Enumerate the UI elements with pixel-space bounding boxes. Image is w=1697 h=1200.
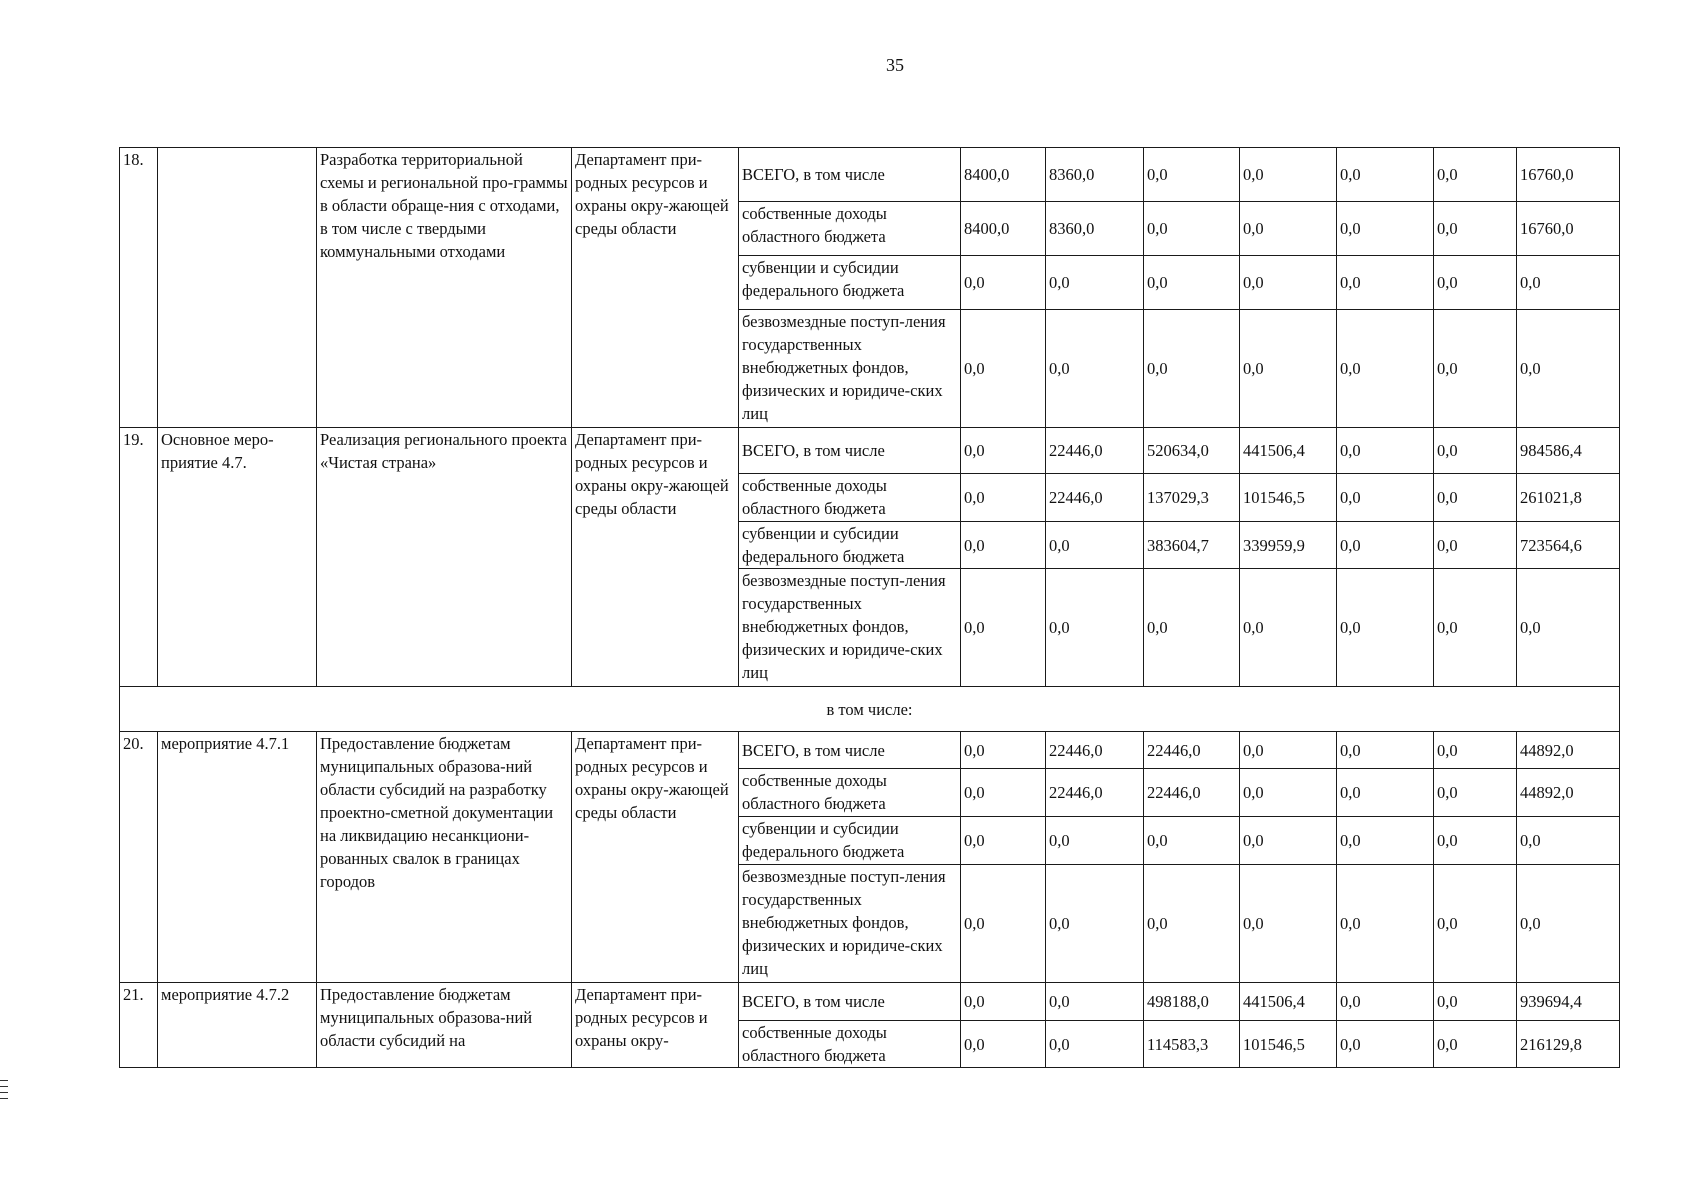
amount-cell: 0,0 — [961, 732, 1046, 769]
amount-cell: 0,0 — [1434, 769, 1517, 817]
funding-source: безвозмездные поступ-ления государственных внебюджетных фондов, физических и юридиче-ских лиц — [739, 865, 961, 983]
amount-cell: 0,0 — [1046, 569, 1144, 687]
row-status: Основное меро-приятие 4.7. — [158, 428, 317, 687]
amount-cell: 0,0 — [1337, 148, 1434, 202]
margin-mark — [0, 1098, 8, 1099]
amount-cell: 0,0 — [1337, 983, 1434, 1021]
amount-cell: 22446,0 — [1144, 769, 1240, 817]
row-name: Предоставление бюджетам муниципальных образова-ний области субсидий на — [317, 983, 572, 1068]
amount-cell: 0,0 — [1434, 474, 1517, 522]
amount-cell: 0,0 — [961, 310, 1046, 428]
amount-cell: 339959,9 — [1240, 522, 1337, 569]
amount-cell: 0,0 — [1240, 256, 1337, 310]
funding-source: ВСЕГО, в том числе — [739, 428, 961, 474]
amount-cell: 0,0 — [1434, 428, 1517, 474]
amount-cell: 723564,6 — [1517, 522, 1620, 569]
amount-cell: 0,0 — [961, 522, 1046, 569]
amount-cell: 0,0 — [961, 983, 1046, 1021]
table-body — [120, 148, 1620, 1068]
amount-cell: 22446,0 — [1144, 732, 1240, 769]
divider-label: в том числе: — [120, 687, 1620, 732]
amount-cell: 0,0 — [1337, 1021, 1434, 1068]
amount-cell: 0,0 — [1240, 569, 1337, 687]
amount-cell: 8400,0 — [961, 202, 1046, 256]
amount-cell: 0,0 — [1240, 148, 1337, 202]
amount-cell: 8360,0 — [1046, 148, 1144, 202]
amount-cell: 216129,8 — [1517, 1021, 1620, 1068]
amount-cell: 0,0 — [961, 769, 1046, 817]
funding-source: субвенции и субсидии федерального бюджета — [739, 817, 961, 865]
amount-cell: 0,0 — [961, 817, 1046, 865]
amount-cell: 0,0 — [961, 1021, 1046, 1068]
amount-cell: 0,0 — [1434, 310, 1517, 428]
funding-source: ВСЕГО, в том числе — [739, 148, 961, 202]
amount-cell: 0,0 — [1046, 983, 1144, 1021]
amount-cell: 0,0 — [1517, 817, 1620, 865]
amount-cell: 0,0 — [1434, 983, 1517, 1021]
amount-cell: 0,0 — [1337, 732, 1434, 769]
amount-cell: 0,0 — [1240, 732, 1337, 769]
margin-mark — [0, 1092, 8, 1093]
row-executor: Департамент при-родных ресурсов и охраны окру- — [572, 983, 739, 1068]
amount-cell: 0,0 — [1240, 310, 1337, 428]
row-status: мероприятие 4.7.2 — [158, 983, 317, 1068]
amount-cell: 0,0 — [1144, 310, 1240, 428]
amount-cell: 0,0 — [1240, 202, 1337, 256]
amount-cell: 0,0 — [1434, 1021, 1517, 1068]
amount-cell: 0,0 — [1434, 256, 1517, 310]
amount-cell: 520634,0 — [1144, 428, 1240, 474]
row-executor: Департамент при-родных ресурсов и охраны окру-жающей среды области — [572, 732, 739, 983]
amount-cell: 0,0 — [1434, 817, 1517, 865]
funding-source: собственные доходы областного бюджета — [739, 202, 961, 256]
row-status — [158, 148, 317, 428]
amount-cell: 44892,0 — [1517, 769, 1620, 817]
funding-source: собственные доходы областного бюджета — [739, 1021, 961, 1068]
table-row — [120, 732, 1620, 769]
amount-cell: 0,0 — [1144, 865, 1240, 983]
amount-cell: 0,0 — [1517, 569, 1620, 687]
amount-cell: 0,0 — [1046, 1021, 1144, 1068]
amount-cell: 16760,0 — [1517, 148, 1620, 202]
amount-cell: 0,0 — [1046, 256, 1144, 310]
amount-cell: 22446,0 — [1046, 769, 1144, 817]
amount-cell: 984586,4 — [1517, 428, 1620, 474]
amount-cell: 0,0 — [1517, 310, 1620, 428]
amount-cell: 441506,4 — [1240, 983, 1337, 1021]
amount-cell: 0,0 — [1434, 202, 1517, 256]
amount-cell: 0,0 — [1144, 256, 1240, 310]
amount-cell: 0,0 — [1240, 865, 1337, 983]
amount-cell: 0,0 — [1046, 817, 1144, 865]
row-status: мероприятие 4.7.1 — [158, 732, 317, 983]
amount-cell: 0,0 — [1337, 569, 1434, 687]
amount-cell: 0,0 — [1434, 522, 1517, 569]
row-name: Реализация регионального проекта «Чистая страна» — [317, 428, 572, 687]
amount-cell: 0,0 — [1144, 202, 1240, 256]
funding-source: ВСЕГО, в том числе — [739, 983, 961, 1021]
amount-cell: 498188,0 — [1144, 983, 1240, 1021]
margin-mark — [0, 1086, 8, 1087]
funding-source: субвенции и субсидии федерального бюджета — [739, 256, 961, 310]
amount-cell: 22446,0 — [1046, 474, 1144, 522]
amount-cell: 0,0 — [1144, 817, 1240, 865]
amount-cell: 137029,3 — [1144, 474, 1240, 522]
margin-mark — [0, 1080, 8, 1081]
funding-source: собственные доходы областного бюджета — [739, 474, 961, 522]
amount-cell: 0,0 — [1434, 148, 1517, 202]
amount-cell: 44892,0 — [1517, 732, 1620, 769]
row-number: 21. — [120, 983, 158, 1068]
funding-source: собственные доходы областного бюджета — [739, 769, 961, 817]
row-name: Разработка территориальной схемы и региональной про-граммы в области обраще-ния с отходами, в том числе с твердыми коммунальными отходами — [317, 148, 572, 428]
amount-cell: 0,0 — [1046, 522, 1144, 569]
row-name: Предоставление бюджетам муниципальных образова-ний области субсидий на разработку проектно-сметной документации на ликвидацию несанкциони-рованных свалок в границах городов — [317, 732, 572, 983]
amount-cell: 0,0 — [1337, 202, 1434, 256]
amount-cell: 101546,5 — [1240, 1021, 1337, 1068]
amount-cell: 441506,4 — [1240, 428, 1337, 474]
amount-cell: 114583,3 — [1144, 1021, 1240, 1068]
amount-cell: 0,0 — [961, 569, 1046, 687]
amount-cell: 0,0 — [1337, 310, 1434, 428]
row-number: 18. — [120, 148, 158, 428]
amount-cell: 0,0 — [1337, 817, 1434, 865]
amount-cell: 0,0 — [1144, 148, 1240, 202]
amount-cell: 0,0 — [1240, 817, 1337, 865]
amount-cell: 0,0 — [1337, 256, 1434, 310]
divider-row — [120, 687, 1620, 732]
financing-table — [119, 147, 1620, 1068]
amount-cell: 383604,7 — [1144, 522, 1240, 569]
amount-cell: 0,0 — [1337, 522, 1434, 569]
row-executor: Департамент при-родных ресурсов и охраны окру-жающей среды области — [572, 148, 739, 428]
amount-cell: 0,0 — [1434, 865, 1517, 983]
amount-cell: 8400,0 — [961, 148, 1046, 202]
row-number: 20. — [120, 732, 158, 983]
funding-source: ВСЕГО, в том числе — [739, 732, 961, 769]
amount-cell: 0,0 — [1240, 769, 1337, 817]
amount-cell: 22446,0 — [1046, 428, 1144, 474]
amount-cell: 0,0 — [1517, 256, 1620, 310]
amount-cell: 0,0 — [961, 865, 1046, 983]
page-number: 35 — [886, 55, 904, 75]
amount-cell: 0,0 — [1144, 569, 1240, 687]
amount-cell: 8360,0 — [1046, 202, 1144, 256]
amount-cell: 22446,0 — [1046, 732, 1144, 769]
amount-cell: 0,0 — [1434, 732, 1517, 769]
amount-cell: 0,0 — [961, 256, 1046, 310]
table-row — [120, 428, 1620, 474]
amount-cell: 0,0 — [1517, 865, 1620, 983]
funding-source: безвозмездные поступ-ления государственных внебюджетных фондов, физических и юридиче-ских лиц — [739, 569, 961, 687]
amount-cell: 939694,4 — [1517, 983, 1620, 1021]
amount-cell: 0,0 — [961, 474, 1046, 522]
amount-cell: 0,0 — [1337, 428, 1434, 474]
amount-cell: 0,0 — [1046, 865, 1144, 983]
amount-cell: 16760,0 — [1517, 202, 1620, 256]
amount-cell: 261021,8 — [1517, 474, 1620, 522]
amount-cell: 101546,5 — [1240, 474, 1337, 522]
amount-cell: 0,0 — [1046, 310, 1144, 428]
row-executor: Департамент при-родных ресурсов и охраны окру-жающей среды области — [572, 428, 739, 687]
amount-cell: 0,0 — [1337, 769, 1434, 817]
funding-source: субвенции и субсидии федерального бюджета — [739, 522, 961, 569]
amount-cell: 0,0 — [1337, 865, 1434, 983]
table-row — [120, 983, 1620, 1021]
row-number: 19. — [120, 428, 158, 687]
amount-cell: 0,0 — [1337, 474, 1434, 522]
funding-source: безвозмездные поступ-ления государственных внебюджетных фондов, физических и юридиче-ских лиц — [739, 310, 961, 428]
amount-cell: 0,0 — [961, 428, 1046, 474]
table-row — [120, 148, 1620, 202]
amount-cell: 0,0 — [1434, 569, 1517, 687]
